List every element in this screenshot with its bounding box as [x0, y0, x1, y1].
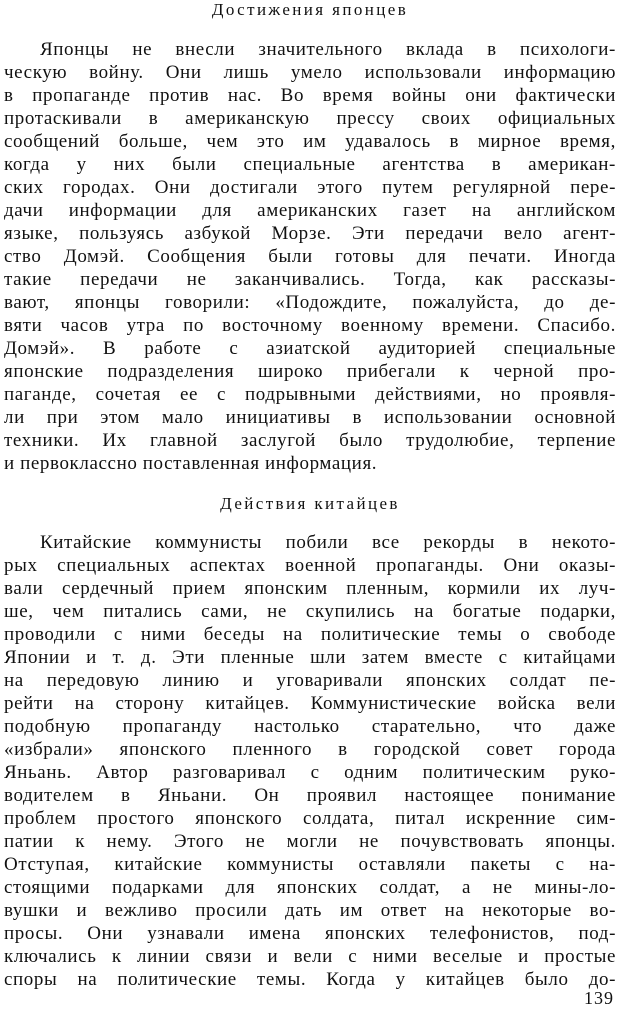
text-line: сообщений больше, чем это им удавалось в мирное время,	[4, 131, 616, 152]
text-line: просы. Они узнавали имена японских телефонистов, под-	[4, 923, 616, 944]
text-line: в пропаганде против нас. Во время войны они фактически	[4, 85, 616, 106]
text-line: споры на политические темы. Когда у китайцев было до-	[4, 969, 616, 990]
text-line: водителем в Яньани. Он проявил настоящее понимание	[4, 785, 616, 806]
text-line: на передовую линию и уговаривали японских солдат пе-	[4, 670, 616, 691]
text-line: ство Домэй. Сообщения были готовы для печати. Иногда	[4, 246, 616, 267]
text-line: паганде, сочетая ее с подрывными действиями, но проявля-	[4, 384, 616, 405]
text-line: ли при этом мало инициативы в использовании основной	[4, 407, 616, 428]
text-line: Японцы не внесли значительного вклада в психологи-	[40, 39, 616, 60]
text-line: «избрали» японского пленного в городской совет города	[4, 739, 616, 760]
text-line: и первоклассно поставленная информация.	[4, 453, 378, 474]
text-line: вяти часов утра по восточному военному времени. Спасибо.	[4, 315, 616, 336]
text-line: когда у них были специальные агентства в американ-	[4, 154, 616, 175]
text-line: проблем простого японского солдата, питал искренние сим-	[4, 808, 616, 829]
text-line: ских городах. Они достигали этого путем регулярной пере-	[4, 177, 616, 198]
text-line: Яньань. Автор разговаривал с одним политическим руко-	[4, 762, 616, 783]
text-line: Отступая, китайские коммунисты оставляли пакеты с на-	[4, 854, 616, 875]
text-line: подобную пропаганду настолько старательно, что даже	[4, 716, 616, 737]
text-line: техники. Их главной заслугой было трудолюбие, терпение	[4, 430, 616, 451]
text-line: Китайские коммунисты побили все рекорды в некото-	[40, 532, 616, 553]
text-line: ческую войну. Они лишь умело использовали информацию	[4, 62, 616, 83]
text-line: вали сердечный прием японским пленным, кормили их луч-	[4, 578, 616, 599]
section-heading-chinese: Действия китайцев	[220, 494, 400, 513]
text-line: Японии и т. д. Эти пленные шли затем вместе с китайцами	[4, 647, 616, 668]
text-line: проводили с ними беседы на политические темы о свободе	[4, 624, 616, 645]
text-line: языке, пользуясь азбукой Морзе. Эти передачи вело агент-	[4, 223, 616, 244]
text-line: Домэй». В работе с азиатской аудиторией специальные	[4, 338, 616, 359]
text-line: такие передачи не заканчивались. Тогда, как рассказы-	[4, 269, 616, 290]
text-line: ше, чем питались сами, не скупились на богатые подарки,	[4, 601, 616, 622]
page-number: 139	[584, 988, 614, 1008]
text-line: протаскивали в американскую прессу своих официальных	[4, 108, 616, 129]
text-line: дачи информации для американских газет на английском	[4, 200, 616, 221]
text-line: японские подразделения широко прибегали к черной про-	[4, 361, 616, 382]
text-line: вушки и вежливо просили дать им ответ на некоторые во-	[4, 900, 616, 921]
text-line: рейти на сторону китайцев. Коммунистические войска вели	[4, 693, 616, 714]
text-line: стоящими подарками для японских солдат, а не мины-ло-	[4, 877, 616, 898]
text-line: рых специальных аспектах военной пропаганды. Они оказы-	[4, 555, 616, 576]
section-heading-japanese: Достижения японцев	[211, 0, 409, 19]
text-line: ключались к линии связи и вели с ними веселые и простые	[4, 946, 616, 967]
text-line: вают, японцы говорили: «Подождите, пожалуйста, до де-	[4, 292, 616, 313]
text-line: патии к нему. Этого не могли не почувствовать японцы.	[4, 831, 616, 852]
